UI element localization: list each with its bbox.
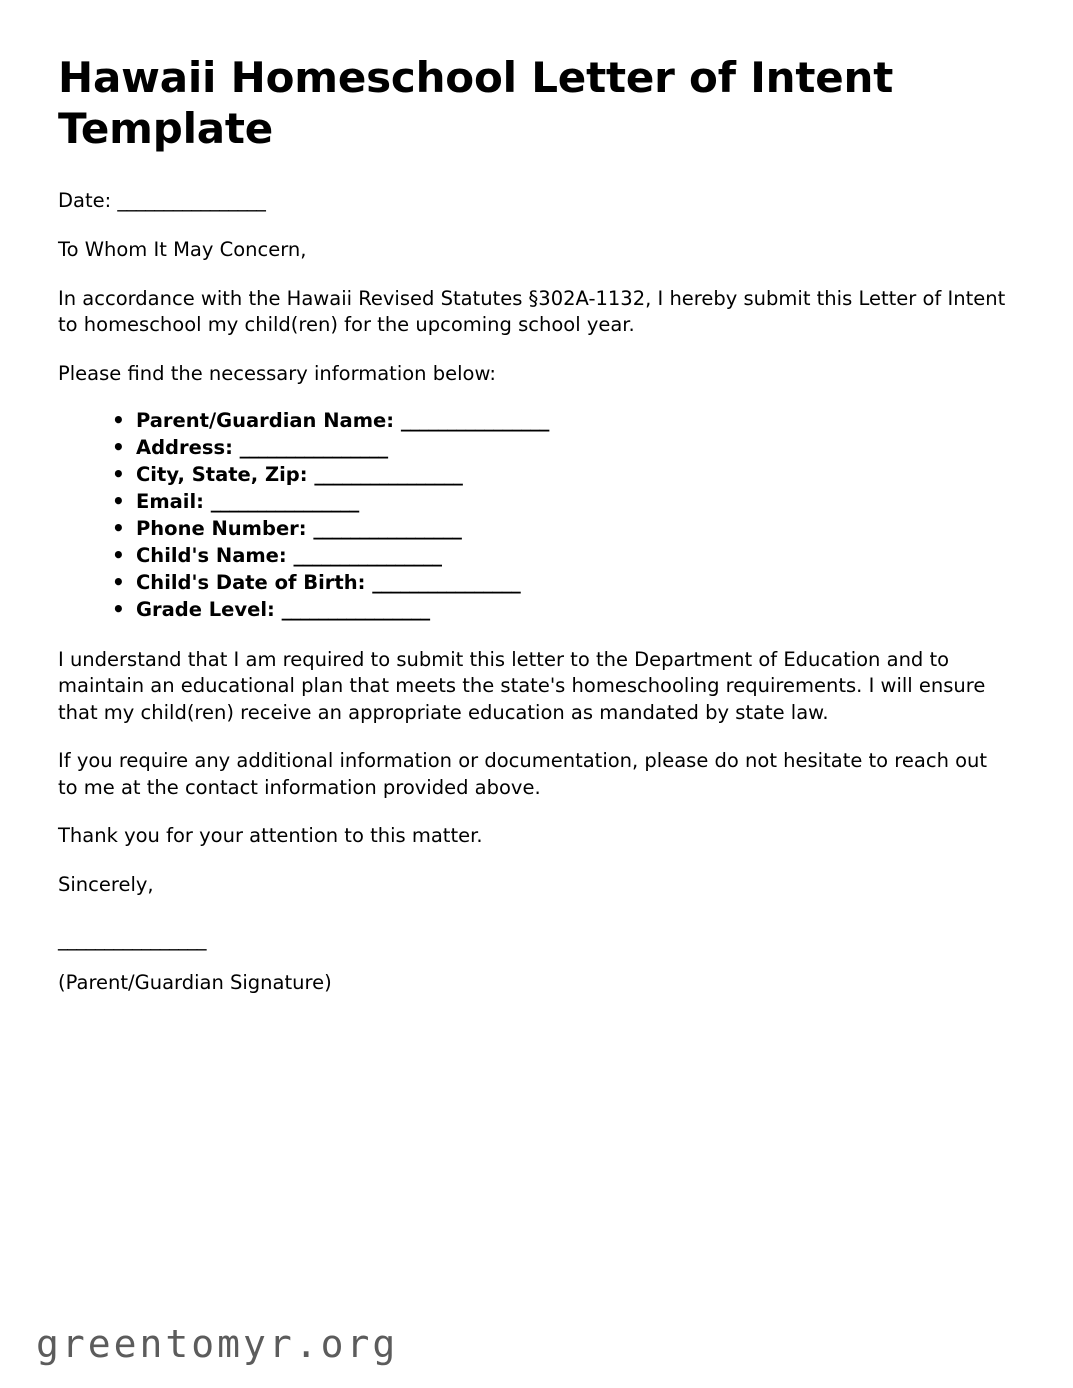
field-label: Phone Number: xyxy=(136,516,307,540)
page-title: Hawaii Homeschool Letter of Intent Template xyxy=(58,53,894,154)
field-label: Child's Name: xyxy=(136,543,287,567)
field-label: Grade Level: xyxy=(136,597,275,621)
field-blank: ________________ xyxy=(400,409,549,433)
closing-thanks: Thank you for your attention to this matter. xyxy=(58,824,483,848)
salutation: To Whom It May Concern, xyxy=(58,237,307,261)
date-label: Date: xyxy=(58,189,112,213)
date-blank: ________________ xyxy=(117,189,266,213)
field-label: Parent/Guardian Name: xyxy=(136,409,395,433)
closing-salutation: Sincerely, xyxy=(58,872,154,896)
field-label: Address: xyxy=(136,436,233,459)
field-blank: ________________ xyxy=(372,570,521,594)
list-item xyxy=(136,436,1011,461)
signature-caption: (Parent/Guardian Signature) xyxy=(58,971,332,995)
field-blank: ________________ xyxy=(281,597,430,621)
list-item xyxy=(136,544,1011,569)
list-item xyxy=(136,463,1011,488)
list-item xyxy=(136,409,1011,434)
body-paragraph-1: I understand that I am required to submit this letter to the Department of Education and to maintain an educational plan that meets the state's homeschooling requirements. I will ensure that my child(ren) receive an appropriate education as mandated by state law. xyxy=(58,647,986,724)
body-paragraph-2: If you require any additional information or documentation, please do not hesitate to reach out to me at the contact information provided above. xyxy=(58,749,988,799)
date-line xyxy=(58,188,1008,215)
field-label: Email: xyxy=(136,489,204,513)
instruction-line: Please find the necessary information below: xyxy=(58,361,496,385)
field-blank: ________________ xyxy=(293,543,442,567)
signature-line: ________________ xyxy=(58,928,206,952)
field-label: City, State, Zip: xyxy=(136,462,308,486)
field-label: Child's Date of Birth: xyxy=(136,570,366,594)
list-item xyxy=(136,598,1011,623)
list-item xyxy=(136,571,1011,596)
field-blank: ________________ xyxy=(210,489,359,513)
list-item xyxy=(136,490,1011,515)
field-blank: ________________ xyxy=(313,516,462,540)
list-item xyxy=(136,517,1011,542)
intro-paragraph: In accordance with the Hawaii Revised Statutes §302A-1132, I hereby submit this Letter of Intent to homeschool my child(ren) for the upcoming school year. xyxy=(58,286,1006,337)
watermark: greentomyr.org xyxy=(36,1322,399,1366)
field-blank: ________________ xyxy=(314,462,463,486)
field-blank: ________________ xyxy=(239,436,388,459)
fields-list xyxy=(58,409,1011,623)
